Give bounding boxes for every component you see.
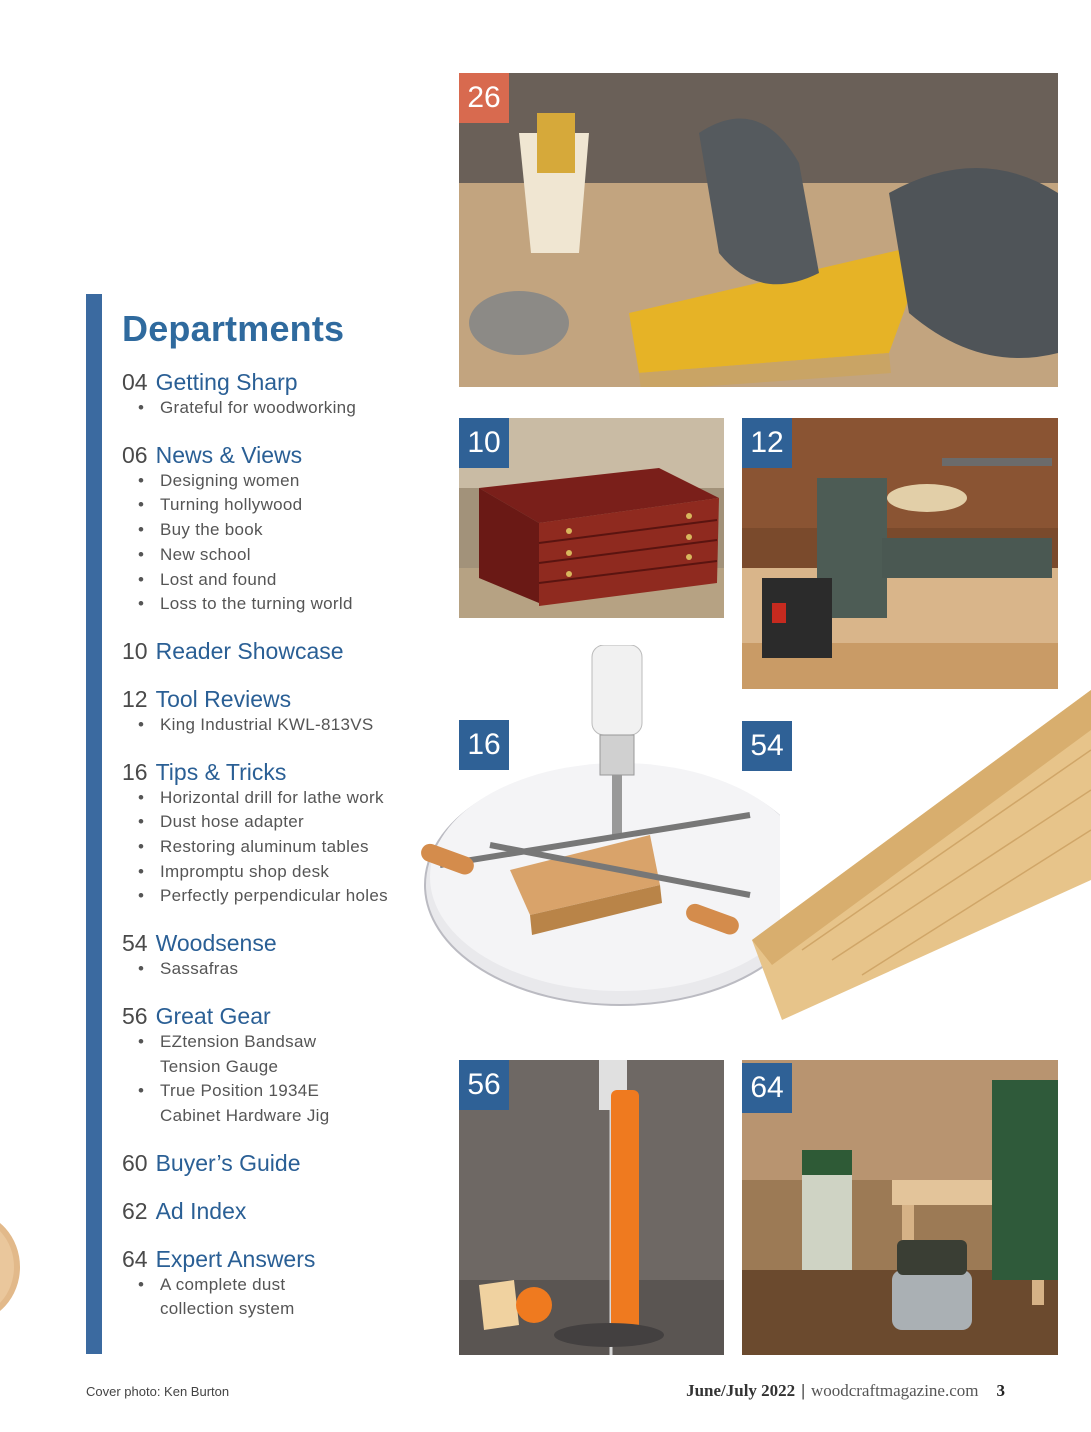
toc-page-number: 54 [122, 930, 148, 957]
accent-bar [86, 294, 102, 1354]
toc-page-number: 06 [122, 441, 148, 468]
toc-item-text: Loss to the turning world [160, 594, 353, 614]
toc-item [138, 786, 442, 811]
page-badge-16: 16 [459, 720, 509, 770]
toc-item-list [122, 469, 442, 617]
toc-item-text: Restoring aluminum tables [160, 837, 369, 857]
toc-sections [122, 368, 442, 1322]
finishing-photo [459, 73, 1058, 387]
toc-section [122, 368, 442, 421]
issue-date: June/July 2022 [686, 1381, 796, 1400]
toc-section [122, 1002, 442, 1129]
toc-item-text: Turning hollywood [160, 495, 303, 515]
toc-item [138, 518, 442, 543]
toc-page-number: 04 [122, 369, 148, 395]
toc-page-number: 12 [122, 685, 148, 712]
toc-item-text: New school [160, 544, 251, 564]
toc-item-text: Designing women [160, 470, 300, 490]
toc-item-text: Horizontal drill for lathe work [160, 787, 384, 807]
page-badge-56: 56 [459, 1060, 509, 1110]
footer-separator: | [801, 1381, 805, 1400]
toc-section [122, 685, 442, 738]
cover-credit: Cover photo: Ken Burton [86, 1384, 230, 1399]
toc-item-list [122, 786, 442, 910]
toc-page-number: 64 [122, 1245, 148, 1272]
toc-item [138, 493, 442, 518]
wood-disc-decoration [0, 1212, 30, 1322]
photo-lathe[interactable] [742, 418, 1058, 689]
toc-section-title[interactable]: Great Gear [155, 1002, 271, 1029]
toc-item [138, 543, 442, 568]
toc-section-heading[interactable] [122, 758, 442, 786]
toc-section-title[interactable]: Buyer’s Guide [155, 1149, 301, 1176]
toc-section-heading[interactable] [122, 1245, 442, 1273]
toc-item-text: King Industrial KWL-813VS [160, 714, 374, 734]
toc-section-heading[interactable] [122, 929, 442, 957]
toc-section-title[interactable]: Ad Index [155, 1197, 247, 1224]
toc-item-list [122, 1273, 442, 1322]
photo-jewelry-box[interactable] [459, 418, 724, 618]
illustration-drill-clamp[interactable] [420, 645, 780, 1020]
toc-page-number: 16 [122, 758, 148, 785]
toc-item [138, 1030, 442, 1079]
toc-item [138, 835, 442, 860]
toc-item-text: Lost and found [160, 569, 277, 589]
toc-item [138, 1273, 442, 1322]
toc-item [138, 713, 442, 738]
table-of-contents [122, 308, 442, 1342]
photo-wood-board[interactable] [742, 690, 1091, 1020]
toc-section [122, 1149, 442, 1177]
toc-item [138, 884, 442, 909]
toc-item-text: True Position 1934E Cabinet Hardware Jig [160, 1081, 330, 1125]
page-badge-26: 26 [459, 73, 509, 123]
toc-item-list [122, 396, 442, 421]
photo-bandsaw[interactable] [459, 1060, 724, 1355]
toc-item [138, 860, 442, 885]
toc-section-title[interactable]: Tips & Tricks [155, 758, 287, 785]
photo-dust-collection[interactable] [742, 1060, 1058, 1355]
page-badge-54: 54 [742, 721, 792, 771]
toc-section [122, 929, 442, 982]
toc-item-text: Grateful for woodworking [160, 398, 357, 417]
toc-section-title[interactable]: Getting Sharp [155, 369, 298, 395]
toc-section-title[interactable]: Expert Answers [155, 1245, 316, 1272]
departments-heading: Departments [122, 308, 345, 349]
toc-section-heading[interactable] [122, 1149, 442, 1177]
toc-section-heading[interactable] [122, 368, 442, 396]
toc-section-title[interactable]: News & Views [155, 441, 303, 468]
page-number: 3 [996, 1381, 1005, 1400]
page-badge-10: 10 [459, 418, 509, 468]
toc-item [138, 469, 442, 494]
toc-section-title[interactable]: Tool Reviews [155, 685, 292, 712]
toc-section-heading[interactable] [122, 441, 442, 469]
toc-page-number: 62 [122, 1197, 148, 1224]
toc-item-text: Buy the book [160, 520, 263, 540]
toc-section-heading[interactable] [122, 637, 442, 665]
toc-section-heading[interactable] [122, 1002, 442, 1030]
toc-item [138, 810, 442, 835]
toc-item-text: Sassafras [160, 959, 239, 979]
toc-section-title[interactable]: Woodsense [155, 930, 277, 957]
page-badge-64: 64 [742, 1063, 792, 1113]
toc-page-number: 60 [122, 1149, 148, 1176]
toc-item [138, 568, 442, 593]
toc-section-heading[interactable] [122, 1197, 442, 1225]
toc-item-text: Dust hose adapter [160, 812, 305, 832]
toc-section [122, 1245, 442, 1322]
toc-section [122, 758, 442, 910]
toc-item [138, 1079, 442, 1128]
website-link[interactable]: woodcraftmagazine.com [810, 1381, 979, 1400]
toc-item [138, 396, 442, 421]
toc-item-list [122, 957, 442, 982]
toc-item-text: EZtension Bandsaw Tension Gauge [160, 1031, 317, 1076]
toc-section [122, 1197, 442, 1225]
page-badge-12: 12 [742, 418, 792, 468]
toc-item-text: A complete dust collection system [160, 1274, 295, 1319]
drill-clamp-illustration [420, 645, 780, 1020]
toc-page-number: 56 [122, 1002, 148, 1029]
toc-item-list [122, 1030, 442, 1129]
photo-finishing[interactable] [459, 73, 1058, 387]
toc-section [122, 441, 442, 617]
toc-page-number: 10 [122, 637, 148, 664]
page-footer [686, 1381, 1005, 1401]
wood-board-photo [742, 690, 1091, 1020]
toc-section [122, 637, 442, 665]
toc-section-title[interactable]: Reader Showcase [155, 637, 344, 664]
toc-item-text: Impromptu shop desk [160, 861, 330, 881]
toc-item [138, 957, 442, 982]
toc-item [138, 592, 442, 617]
toc-item-text: Perfectly perpendicular holes [160, 886, 388, 906]
toc-item-list [122, 713, 442, 738]
toc-section-heading[interactable] [122, 685, 442, 713]
